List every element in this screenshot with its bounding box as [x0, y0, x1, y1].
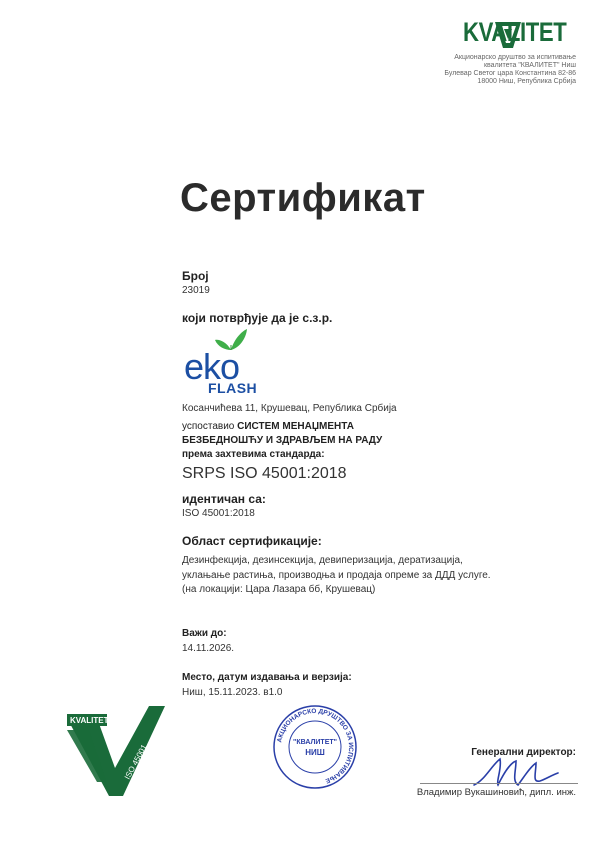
issue-value: Ниш, 15.11.2023. в1.0	[182, 687, 283, 698]
scope-line: уклањање растиња, производња и продаја опреме за ДДД услуге.	[182, 570, 491, 581]
badge-brand: KVALITET	[70, 716, 109, 725]
signatory-name: Владимир Вукашиновић, дипл. инж.	[416, 787, 576, 798]
identical-label: идентичан са:	[182, 492, 266, 506]
company-logo-sub: FLASH	[208, 380, 258, 396]
header-address-line: 18000 Ниш, Република Србија	[477, 78, 576, 85]
system-line-2: БЕЗБЕДНОШЋУ И ЗДРАВЉЕМ НА РАДУ	[182, 435, 383, 446]
established-prefix: успоставио	[182, 421, 235, 432]
standard-value: SRPS ISO 45001:2018	[182, 465, 347, 482]
system-line-1	[182, 421, 354, 432]
header-address-line: Акционарско друштво за испитивање	[454, 54, 576, 61]
company-logo-word: eko	[184, 346, 240, 387]
number-label: Број	[182, 269, 209, 283]
stamp-inner-top: "КВАЛИТЕТ"	[293, 739, 337, 746]
confirms-label: који потврђује да је с.з.р.	[182, 311, 333, 325]
signature-line	[420, 783, 578, 784]
stamp-outer-text: АКЦИОНАРСКО ДРУШТВО ЗА ИСПИТИВАЊЕ	[276, 707, 355, 785]
signatory-role: Генерални директор:	[471, 747, 576, 758]
issue-label: Место, датум издавања и верзија:	[182, 672, 352, 683]
requirements-label: према захтевима стандарда:	[182, 449, 325, 460]
badge-standard: ISO 45001	[122, 742, 149, 781]
valid-value: 14.11.2026.	[182, 643, 235, 654]
number-value: 23019	[182, 285, 210, 296]
identical-value: ISO 45001:2018	[182, 508, 255, 519]
header-brand: KVALITET	[463, 17, 567, 47]
certificate-title: Сертификат	[180, 176, 426, 220]
scope-label: Област сертификације:	[182, 534, 322, 548]
iso-badge-icon	[67, 706, 167, 798]
scope-line: Дезинфекција, дезинсекција, девиперизација, дератизација,	[182, 555, 463, 566]
header-address-line: квалитета "КВАЛИТЕТ" Ниш	[483, 62, 576, 69]
company-address: Косанчићева 11, Крушевац, Република Србија	[182, 403, 397, 414]
system-name-1: СИСТЕМ МЕНАЏМЕНТА	[237, 421, 354, 432]
valid-label: Важи до:	[182, 628, 227, 639]
scope-line: (на локацији: Цара Лазара бб, Крушевац)	[182, 584, 376, 595]
header-address-line: Булевар Светог цара Константина 82-86	[444, 70, 576, 77]
stamp-seal	[272, 704, 358, 790]
stamp-inner-bottom: НИШ	[305, 748, 325, 757]
